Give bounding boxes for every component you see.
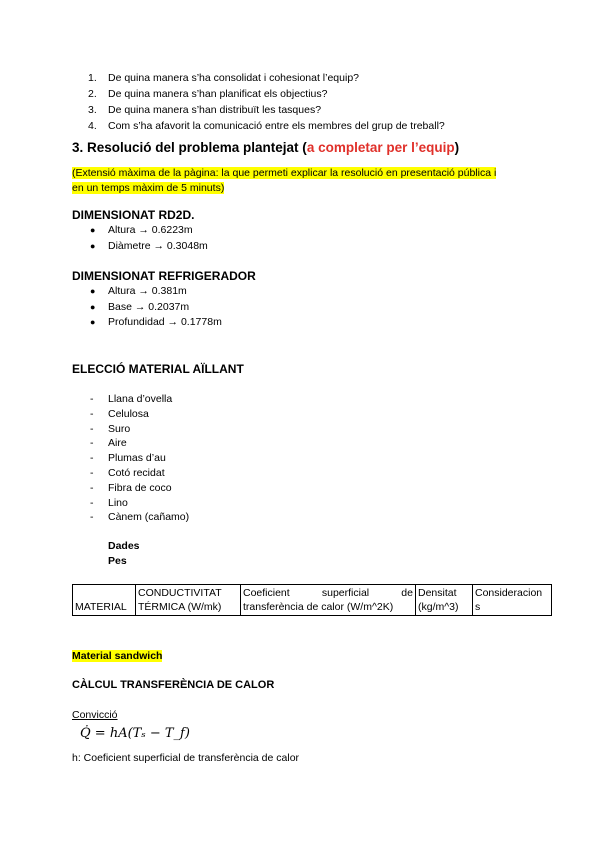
list-item: ● Altura → 0.381m <box>90 285 187 297</box>
refrigerador-heading: DIMENSIONAT REFRIGERADOR <box>72 269 256 283</box>
list-item: 1. De quina manera s’ha consolidat i cohesionat l’equip? <box>88 72 359 84</box>
sandwich-label: Material sandwich <box>72 650 163 662</box>
convection-formula: Q̇ = hA(Tₛ − T_f) <box>80 726 190 741</box>
list-item: - Cànem (cañamo) <box>90 511 190 524</box>
list-item: ● Altura → 0.6223m <box>90 224 193 236</box>
list-item: - Suro <box>90 422 131 435</box>
table-cell: Densitat (kg/m^3) <box>416 585 473 616</box>
pes-label: Pes <box>108 555 127 567</box>
table-cell: Consideracion s <box>473 585 552 616</box>
material-table <box>72 584 552 616</box>
calcul-heading: CÀLCUL TRANSFERÈNCIA DE CALOR <box>72 679 275 691</box>
list-item: 3. De quina manera s’han distribuït les tasques? <box>88 104 322 116</box>
extension-note: (Extensió màxima de la pàgina: la que permeti explicar la resolució en presentació pública i en un temps màxim de 5 minuts) <box>72 167 497 194</box>
dades-label: Dades <box>108 540 140 552</box>
rd2d-list <box>90 223 208 254</box>
list-item: - Fibra de coco <box>90 481 172 494</box>
h-definition: h: Coeficient superficial de transferència de calor <box>72 752 300 764</box>
rd2d-heading: DIMENSIONAT RD2D. <box>72 208 195 222</box>
list-item: - Lino <box>90 496 128 509</box>
material-heading: ELECCIÓ MATERIAL AÏLLANT <box>72 362 244 376</box>
list-item: 4. Com s’ha afavorit la comunicació entre els membres del grup de treball? <box>88 120 445 132</box>
questions-list <box>88 70 445 134</box>
list-item: 2. De quina manera s’han planificat els objectius? <box>88 88 328 100</box>
table-cell: Coeficient superficial de transferència de calor (W/m^2K) <box>241 585 416 616</box>
list-item: ● Profundidad → 0.1778m <box>90 316 222 328</box>
table-row <box>73 585 552 616</box>
list-item: - Celulosa <box>90 407 149 420</box>
section-3-title: 3. Resolució del problema plantejat (a completar per l’equip) <box>72 140 460 155</box>
list-item: - Cotó recidat <box>90 466 165 479</box>
list-item: - Plumas d’au <box>90 452 166 465</box>
list-item: ● Base → 0.2037m <box>90 300 190 313</box>
material-list <box>90 392 189 525</box>
conviccio-label: Convicció <box>72 709 118 721</box>
list-item: - Aire <box>90 437 127 450</box>
refrigerador-list <box>90 284 222 331</box>
table-cell: CONDUCTIVITAT TÉRMICA (W/mk) <box>136 585 241 616</box>
table-cell: MATERIAL <box>73 585 136 616</box>
list-item: - Llana d’ovella <box>90 393 173 405</box>
list-item: ● Diàmetre → 0.3048m <box>90 239 208 252</box>
